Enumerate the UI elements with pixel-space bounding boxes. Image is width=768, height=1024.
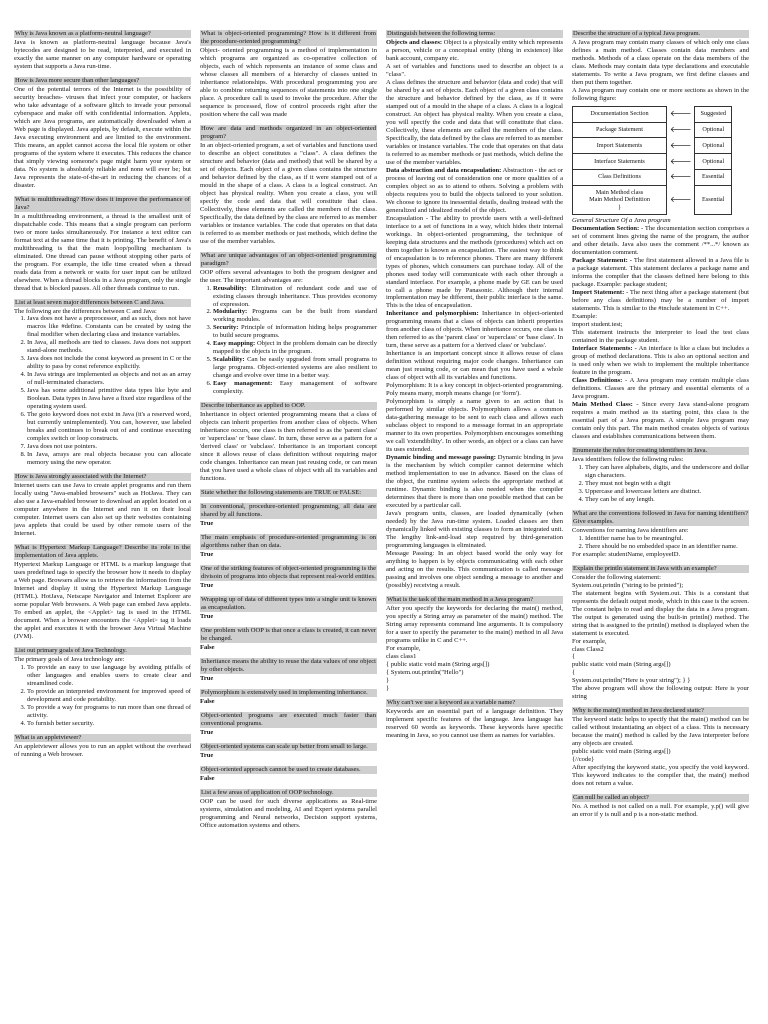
paragraph: The following are the differences between C and Java:: [14, 307, 157, 315]
section-name: Main Method class Main Method Definition }: [573, 185, 667, 215]
structure-row: [573, 185, 732, 215]
paragraph: After you specify the keywords for declaring the main() method, you specify a String array as parameter of the main() method. The String array represents command line arguments. It is compulsory for a user to specify the parameter to the main() method in all Java programs unlike in C and C++.: [386, 604, 563, 644]
question-heading: Why can't we use a keyword as a variable name?: [386, 699, 563, 707]
question-heading: What are the conventions followed in Java for naming identifiers? Give examples.: [573, 509, 748, 525]
section-name: Documentation Section: [573, 106, 667, 122]
statement: Inheritance means the ability to reuse the data values of one object by other objects.: [201, 657, 376, 673]
question-heading: What is Hypertext Markup Language? Describe its role in the implementation of Java applets.: [15, 544, 190, 560]
list-item: 3. Uppercase and lowercase letters are distinct.: [585, 488, 749, 496]
numbered-list: [572, 535, 749, 551]
question-heading: How is Java more secure than other languages?: [14, 77, 191, 85]
paragraph: {//code}: [572, 756, 595, 764]
paragraph: [572, 225, 749, 257]
answer: True: [200, 674, 214, 682]
section-status: Optional: [695, 122, 732, 138]
arrow-icon: 🡐: [670, 156, 692, 166]
question-heading: What is an appletviewer?: [14, 734, 191, 742]
column-2: [200, 30, 377, 1024]
paragraph: A Java program may contain many classes of which only one class defines a main method. Classes contain data members and methods. Methods of a class operate on the data members of the class. Methods may contain data type declarations and executable statements. To write a Java program, we first define classes and then put them together.: [572, 38, 749, 86]
question-heading: List at least seven major differences between C and Java.: [14, 299, 191, 307]
paragraph: Java identifiers follow the following rules:: [572, 455, 684, 463]
answer: True: [200, 751, 214, 759]
list-item: 1. Java does not have a preprocessor, and as such, does not have macros like #define. Constants can be created by using the final modifier when declaring class and instance variables.: [27, 315, 191, 339]
question-heading: List a few areas of application of OOP technology.: [200, 789, 377, 797]
code-line: }: [386, 676, 390, 684]
term-text: Dynamic binding in java is the mechanism by which compiler cannot determine which method implementation to use in advance. Based on the class of the object, the runtime system selects the appropriate method at runtime. Dynamic binding is also needed when the compiler determines that there is more than one possible method that can be executed by a particular call.: [386, 454, 563, 510]
advantage-label: Easy mapping:: [213, 340, 256, 348]
structure-row: [573, 138, 732, 154]
section-status: Optional: [695, 154, 732, 170]
paragraph: [572, 401, 749, 441]
numbered-list: [14, 664, 191, 728]
column-4: [572, 30, 749, 1024]
numbered-list: [14, 315, 191, 467]
term-text: - The next thing after a package statement (but before any class definitions) may be a number of import statements. This is similar to the #include statement in C++.: [572, 289, 749, 313]
advantage-label: Reusability:: [213, 284, 247, 292]
statement: One problem with OOP is that once a class is created, it can never be changed.: [201, 626, 376, 642]
paragraph: A class defines the structure and behavior (data and code) that will be shared by a set of objects. Each object of a given class contains the structure and behavior defined by the class, as if it were stamped out of a mould in the shape of a class. A class is a logical construct. An object has physical reality. When you create a class, you will specify the code and data that will constitute that class. Collectively, these elements are called the members of the class. Specifically, the data defined by the class are referred to as member variables or instance variables. The code that operates on that data is referred to as member methods or just methods, which define the use of the member variables.: [386, 78, 563, 166]
term-text: The first statement allowed in a Java file is a package statement. This statement declares a package name and informs the compiler that the classes defined here belong to this package. Example: package student;: [572, 257, 749, 289]
term-label: Dynamic binding and message passing:: [386, 454, 496, 462]
list-item: 3. To provide a way for programs to run more than one thread of activity.: [27, 704, 191, 720]
structure-row: [573, 122, 732, 138]
term-label: Data abstraction and data encapsulation:: [386, 166, 502, 174]
section-name: Class Definitions: [573, 169, 667, 185]
structure-row: [573, 106, 732, 122]
list-item: [213, 340, 377, 356]
arrow-icon: 🡐: [670, 125, 692, 135]
term-text: Inheritance in object-oriented programming means that a class of objects can inherit properties from another class of objects. When inheritance occurs, one class is then referred to as the 'parent class' or 'superclass' or 'base class'. In turn, these serve as a pattern for a 'derived class' or 'subclass'.: [386, 310, 563, 350]
code-line: class Class2: [572, 645, 604, 653]
term-text: An interface is like a class but includes a group of method declarations. This is also an optional section and is used only when we wish to implement the multiple inheritance feature in the program.: [572, 345, 749, 376]
question-heading: How are data and methods organized in an object-oriented program?: [201, 124, 376, 140]
question-heading: Enumerate the rules for creating identifiers in Java.: [572, 447, 749, 455]
advantage-label: Easy management:: [213, 380, 273, 388]
paragraph: [572, 377, 749, 401]
answer: True: [200, 728, 214, 736]
question-heading: Describe inheritance as applied to OOP.: [200, 402, 377, 410]
paragraph: This statement instructs the interpreter to load the test class contained in the package student.: [572, 329, 749, 345]
term-label: Package Statement: -: [572, 257, 632, 265]
statement: Object-oriented systems can scale up better from small to large.: [200, 743, 377, 751]
advantage-text: Elimination of redundant code and use of existing classes through inheritance. Thus provides economy of expression.: [213, 284, 377, 308]
code-line: { public static void main (String args[]): [386, 660, 490, 668]
paragraph: The primary goals of Java technology are:: [14, 655, 125, 663]
paragraph: The statement begins with System.out. This is a constant that represents the default output mode, which in this case is the screen. The constant helps to read and display the data in a Java program. The output is generated using the built-in println() method. The string that is assigned to the println() method is displayed when the statement is executed.: [572, 589, 749, 637]
question-heading: Why is Java known as a platform-neutral language?: [14, 30, 191, 38]
list-item: 2. There should be no embedded space in an identifier name.: [585, 543, 749, 551]
section-name: Package Statement: [573, 122, 667, 138]
code-line: public static void main (String args[]): [572, 661, 671, 669]
list-item: 4. They can be of any length.: [585, 496, 749, 504]
list-item: 2. In Java, all methods are tied to classes. Java does not support stand-alone methods.: [27, 339, 191, 355]
list-item: [213, 308, 377, 324]
list-item: 1. They can have alphabets, digits, and the underscore and dollar sign characters.: [585, 464, 749, 480]
paragraph: A set of variables and functions used to describe an object is a "class".: [386, 62, 563, 78]
figure-caption: General Structure Of a Java program: [572, 217, 671, 225]
paragraph: For example,: [572, 637, 607, 645]
paragraph: [386, 39, 563, 63]
term-text: - The documentation section comprises a set of comment lines giving the name of the program, the author and other details. Java also uses the comment /**...*/ known as documentation comment.: [572, 225, 749, 257]
numbered-list: [572, 464, 749, 504]
paragraph: Example:: [572, 313, 598, 321]
paragraph: A Java program may contain one or more sections as shown in the following figure:: [572, 86, 749, 102]
paragraph: In an object-oriented program, a set of variables and functions used to describe an object constitutes a "class". A class defines the structure and behavior (data and method) that will be shared by a set of objects. Each object of a given class contains the structure and behavior defined by the class, as if it were stamped out of a mould in the shape of a class. A class is a logical construct. An object has physical reality. When you create a class, you will specify the code and data that will constitute that class. Collectively, these elements are called the members of the class. Specifically, the data defined by the class are referred to as member variables or instance variables. The code that operates on that data is referred to as member methods or just methods, which define the use of the member variables.: [200, 141, 377, 245]
list-item: 4. To furnish better security.: [27, 720, 191, 728]
paragraph: Inheritance is an important concept since it allows reuse of class definition without requiring major code changes. Inheritance can mean just reusing code, or can mean that you have used a whole class of object with all its variables and functions.: [386, 350, 563, 382]
statement: Object-oriented programs are executed much faster than conventional programs.: [201, 711, 376, 727]
arrow-icon: 🡐: [670, 195, 692, 205]
paragraph: Conventions for naming Java identifiers are:: [572, 526, 689, 534]
code-line: class class1: [386, 652, 417, 660]
list-item: 5. Java has some additional primitive data types like byte and Boolean. Data types in Java have a fixed size regardless of the operating system used.: [27, 387, 191, 411]
paragraph: Polymorphism is simply a name given to an action that is performed by similar objects. Polymorphism allows a common data-gathering message to be sent to each class and allows each subclass object to respond to a message format in an appropriate manner to its own properties. Polymorphism encourages something we call 'extendibility'. In other words, an object or a class can have its uses extended.: [386, 398, 563, 454]
question-heading: Describe the structure of a typical Java program.: [572, 30, 749, 38]
list-item: [213, 356, 377, 380]
paragraph: Internet users can use Java to create applet programs and run them locally using "Java-enabled browsers" such as HotJava. They can also use a Java-enabled browser to download an applet located on a computer anywhere in the Internet and run it on their local computer. Internet users can also set up their websites containing java applets that could be used by other remote users of the Internet.: [14, 482, 191, 538]
advantage-text: Principle of information hiding helps programmer to build secure programs.: [213, 324, 377, 340]
section-name: Import Statements: [573, 138, 667, 154]
paragraph: [572, 345, 749, 377]
paragraph: Java is known as platform-neutral language because Java's bytecodes are designed to be read, interpreted, and executed in exactly the same manner on any computer hardware or operating system that supports a Java run-time.: [14, 38, 191, 70]
question-heading: List out primary goals of Java Technology.: [14, 647, 191, 655]
term-label: Main Method Class:: [572, 400, 633, 408]
section-status: Essential: [695, 169, 732, 185]
column-1: [14, 30, 191, 1024]
paragraph: Java's program units, classes, are loaded dynamically (when needed) by the Java run-time system. Loaded classes are then dynamically linked with existing classes to form an integrated unit. The lengthy link-and-load step required by third-generation programming languages is eliminated.: [386, 510, 563, 549]
paragraph: For example,: [386, 644, 421, 652]
list-item: 3. Java does not include the const keyword as present in C or the ability to pass by const reference explicitly.: [27, 355, 191, 371]
paragraph: OOP can be used for such diverse applications as Real-time systems, simulation and modeling, AI and Expert systems parallel programming and Neural networks, Decision support systems, Office automation systems and others.: [200, 797, 377, 829]
list-item: [213, 285, 377, 309]
answer: True: [200, 520, 214, 528]
term-label: Class Definitions:: [572, 376, 623, 384]
advantage-text: Programs can be the built from standard working modules.: [213, 308, 377, 324]
paragraph: [572, 289, 749, 313]
advantage-text: Can be easily upgraded from small programs to large programs. Object-oriented systems are also resilient to change and evolve over time in a better way.: [213, 356, 377, 380]
paragraph: In a multithreading environment, a thread is the smallest unit of dispatchable code. This means that a single program can perform two or more tasks simultaneously. For instance a text editor can format text at the same time that it is printing. The benefit of Java's multithreading is that the main loop/polling mechanism is eliminated. One thread can pause without stopping other parts of the program. For example, the idle time created when a thread reads data from a network or waits for user input can be utilized elsewhere. When a thread blocks in a Java program, only the single thread that is blocked pauses. All other threads continue to run.: [14, 212, 191, 292]
advantage-text: Object in the problem domain can be directly mapped to the objects in the program.: [213, 340, 377, 356]
advantage-label: Scalability:: [213, 356, 245, 364]
arrow-icon: 🡐: [670, 172, 692, 182]
numbered-list: [200, 285, 377, 397]
paragraph: System.out.println ("string to be printed");: [572, 581, 684, 589]
list-item: 1. Identifier name has to be meaningful.: [585, 535, 749, 543]
answer: True: [200, 582, 214, 590]
code-line: {: [572, 653, 576, 661]
paragraph: Encapsulation - The ability to provide users with a well-defined interface to a set of functions in a way, which hides their internal workings. In object-oriented programming, the technique of keeping data structures and the methods (procedures) which act on them together is known as encapsulation. The easiest way to think of encapsulation is to reference phones. There are many different types of phones, which consumers can purchase today. All of the phones used today will communicate with each other through a standard interface. For example, a phone made by GE can be used to call a phone made by Panasonic. Although their internal implementation may be different, their public interface is the same. This is the idea of encapsulation.: [386, 214, 563, 310]
paragraph: An appletviewer allows you to run an applet without the overhead of running a Web browser.: [14, 742, 191, 758]
paragraph: Object- oriented programming is a method of implementation in which programs are organized as co-operative collection of objects, each of which represents an instance of some class and whose classes all members of a hierarchy of classes united in inheritance relationships. With procedural programming you are able to combine returning sequences of statements into one single place. A procedure call is used to invoke the procedure. After the sequence is processed, flow of control proceeds right after the position where the call was made: [200, 46, 377, 118]
question-heading: What is object-oriented programming? How is it different from the procedure-oriented programming?: [201, 30, 376, 45]
list-item: 2. To provide an interpreted environment for improved speed of development and code portability.: [27, 688, 191, 704]
code-line: {: [572, 669, 576, 677]
list-item: [213, 324, 377, 340]
question-heading: What is multithreading? How does it improve the performance of Java?: [15, 195, 190, 211]
answer: True: [200, 551, 214, 559]
paragraph: import student.test;: [572, 321, 623, 329]
list-item: 8. In Java, arrays are real objects because you can allocate memory using the new operator.: [27, 451, 191, 467]
column-3: [386, 30, 563, 1024]
question-heading: How is Java strongly associated with the Internet?: [14, 473, 191, 481]
paragraph: For example: studentName, employeeID.: [572, 550, 681, 558]
structure-row: [573, 169, 732, 185]
paragraph: Polymorphism: It is a key concept in object-oriented programming. Poly means many, morph means change (or 'form').: [386, 382, 563, 398]
section-name: Interface Statements: [573, 154, 667, 170]
paragraph: After specifying the keyword static, you specify the void keyword. This keyword indicates to the compiler that, the main() method does not return a value.: [572, 764, 749, 788]
term-label: Documentation Section:: [572, 225, 640, 233]
statement: Polymorphism is extensively used in implementing inheritance.: [200, 689, 377, 697]
list-item: 7. Java does not use pointers.: [27, 443, 191, 451]
section-status: Optional: [695, 138, 732, 154]
paragraph: Inheritance in object oriented programming means that a class of objects can inherit properties from another class of objects. When inheritance occurs, one class is then referred to as the 'parent class' or 'superclass' or 'base class'. In turn, these serve as a pattern for a 'derived class' or 'subclass'. Inheritance is an important concept since it allows reuse of class definition without requiring major code changes. Inheritance can mean just reusing code, or can mean that you have used a whole class of object with all its variables and functions.: [200, 411, 377, 483]
statement: The main emphasis of procedure-oriented programming is on algorithms rather than on data.: [201, 534, 376, 550]
term-label: Objects and classes:: [386, 38, 443, 46]
paragraph: [386, 454, 563, 510]
arrow-icon: 🡐: [670, 140, 692, 150]
advantage-label: Security:: [213, 324, 239, 332]
structure-row: [573, 154, 732, 170]
term-text: Abstraction - the act or process of leaving out of consideration one or more qualities of a complex object so as to attend to others. Solving a problem with objects requires you to build the objects tailored to your solution. We choose to ignore its inessential details, dealing instead with the generalized and idealized model of the object.: [386, 166, 563, 214]
term-label: Interface Statements: -: [572, 345, 637, 353]
term-text: Object is a physically entity which represents a person, vehicle or a conceptual entity (thing in existence) like bank account, company etc.: [386, 38, 563, 62]
paragraph: public static void main (String args[]): [572, 748, 671, 756]
paragraph: Message Passing: In an object based world the only way for anything to happen is by objects communicating with each other and acting on the results. This communication is called message passing and involves one object sending a message to another and (possibly) receiving a result.: [386, 549, 563, 589]
statement: One of the striking features of object-oriented programming is the divisoin of programs into objects that represent real-world entities.: [201, 565, 376, 581]
statement: In conventional, procedure-oriented programming, all data are shared by all functions.: [201, 503, 376, 519]
term-text: - A Java program may contain multiple class definitions. Classes are the primary and essential elements of a Java program.: [572, 376, 749, 400]
paragraph: [386, 167, 563, 215]
arrow-icon: 🡐: [670, 109, 692, 119]
question-heading: State whether the following statements are TRUE or FALSE:: [200, 489, 377, 497]
paragraph: The above program will show the following output: Here is your string: [572, 685, 749, 701]
statement: Object-oriented approach cannot be used to create databases.: [200, 766, 377, 774]
paragraph: Keywords are an essential part of a language definition. They implement specific features of the language. Java language has reserved 60 words as keywords. These keywords have specific meaning in Java, so you cannot use them as names for variables.: [386, 707, 563, 739]
code-line: }: [386, 684, 390, 692]
code-line: { System.out.println("Hello"): [386, 668, 464, 676]
statement: Wrapping up of data of different types into a single unit is known as encapsulation.: [201, 596, 376, 611]
question-heading: Can null be called an object?: [572, 794, 749, 802]
list-item: 1. To provide an easy to use language by avoiding pitfalls of other languages and enables users to create clear and streamlined code.: [27, 664, 191, 688]
structure-table: [572, 106, 732, 215]
paragraph: No. A method is not called on a null. For example, y.p() will give an error if y is null and p is a non-static method.: [572, 803, 749, 819]
question-heading: Distinguish between the following terms:: [386, 30, 563, 38]
answer: False: [200, 643, 215, 651]
question-heading: What is the task of the main method in a Java program?: [386, 596, 563, 604]
term-label: Inheritance and polymorphism:: [386, 310, 479, 318]
list-item: [213, 380, 377, 396]
paragraph: Hypertext Markup Language or HTML is a markup language that uses predefined tags to specify the browser how it needs to display a Web page. Browsers allow us to retrieve the information from the Internet and display it using the Hypertext Markup Language (HTML). HotJava, Netscape Navigator and Internet Explorer are some popular Web browsers. A Web page can embed Java applets. To embed an applet, the <Applet> tag is used in the HTML document. When a browser encounters the <Applet> tag it loads the applet and executes it with the browser Java Virtual Machine (JVM).: [14, 561, 191, 640]
question-heading: Why is the main() method in Java declared static?: [572, 707, 749, 715]
question-heading: What are unique advantages of an object-oriented programming paradigm?: [201, 251, 376, 267]
paragraph: The keyword static helps to specify that the main() method can be called without instantiating an object of a class. This is necessary because the main() method is called by the Java interpreter before any objects are created.: [572, 716, 749, 748]
code-line: System.out.println("Here is your string"); } }: [572, 677, 691, 685]
answer: False: [200, 697, 215, 705]
list-item: 6. The goto keyword does not exist in Java (it's a reserved word, but currently unimplemented). You can, however, use labeled breaks and continues to break out of and continue executing complex switch or loop constructs.: [27, 411, 191, 443]
paragraph: [386, 310, 563, 350]
section-status: Suggested: [695, 106, 732, 122]
paragraph: [572, 257, 749, 289]
answer: True: [200, 612, 214, 620]
paragraph: OOP offers several advantages to both the program designer and the user. The important advantages are:: [200, 268, 377, 284]
question-heading: Explain the println statement in Java with an example?: [572, 565, 749, 573]
term-text: - Since every Java stand-alone program requires a main method as its starting point, this class is the essential part of a Java program. A simple Java program may contain only this part. The main method creates objects of various classes and establishes communications between them.: [572, 400, 749, 440]
advantage-label: Modularity:: [213, 308, 248, 316]
paragraph: One of the potential terrors of the Internet is the possibility of security breaches- viruses that infect your computer, or hackers who take advantage of a software glitch to invade your personal cyberspace and make off with confidential information. Applets, which are Java programs, are automatically downloaded when a Web page is displayed. Java applets, by default, execute within the Java executing environment and are limited to the environment. This means, an applet cannot access the local file system or other programs of the system where it executes. This reduces the chance that simply viewing someone's page might harm your system or data. No system is absolutely reliable and none will ever be; but Java represents the state-of-the-art in reducing the chances of a disaster.: [14, 85, 191, 189]
list-item: 4. In Java strings are implemented as objects and not as an array of null-terminated characters.: [27, 371, 191, 387]
list-item: 2. They must not begin with a digit: [585, 480, 749, 488]
advantage-text: Easy management of software complexity.: [213, 380, 377, 396]
section-status: Essential: [695, 185, 732, 215]
paragraph: Consider the following statement:: [572, 573, 661, 581]
term-label: Import Statement:: [572, 289, 625, 297]
answer: False: [200, 774, 215, 782]
